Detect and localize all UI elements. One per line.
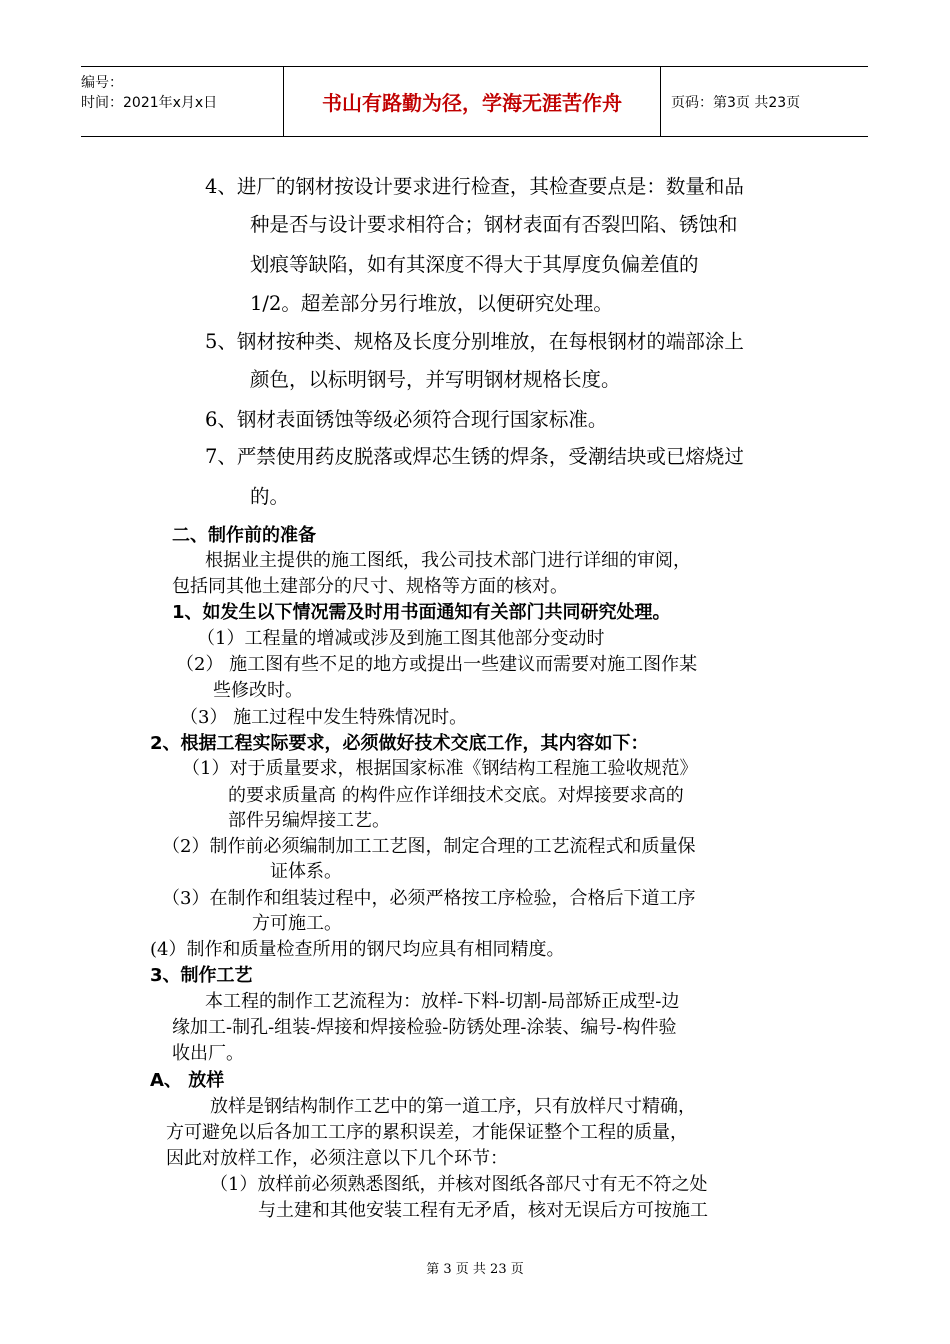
body-line: 1/2。超差部分另行堆放，以便研究处理。 [250,292,613,315]
section-heading: 二、制作前的准备 [172,525,316,546]
body-line: 部件另编焊接工艺。 [228,810,390,831]
body-line: （3）在制作和组装过程中，必须严格按工序检验，合格后下道工序 [162,888,696,909]
subsection-heading: 3、制作工艺 [150,965,253,986]
body-line: 证体系。 [270,861,342,882]
body-line: 根据业主提供的施工图纸，我公司技术部门进行详细的审阅， [205,550,691,571]
body-line: (4）制作和质量检查所用的钢尺均应具有相同精度。 [150,939,565,960]
body-line: 与土建和其他安装工程有无矛盾，核对无误后方可按施工 [258,1200,708,1221]
body-line: 5、钢材按种类、规格及长度分别堆放，在每根钢材的端部涂上 [205,330,744,353]
body-line: 7、严禁使用药皮脱落或焊芯生锈的焊条，受潮结块或已熔烧过 [205,445,744,468]
document-date-label: 时间：2021年x月x日 [81,95,218,111]
body-line: 收出厂。 [172,1043,244,1064]
body-line: （3） 施工过程中发生特殊情况时。 [180,707,468,728]
subsection-heading: 2、根据工程实际要求，必须做好技术交底工作，其内容如下： [150,733,649,754]
body-line: 方可避免以后各加工工序的累积误差，才能保证整个工程的质量， [166,1122,688,1143]
body-line: 本工程的制作工艺流程为：放样-下料-切割-局部矫正成型-边 [205,991,680,1012]
subsection-heading: 1、如发生以下情况需及时用书面通知有关部门共同研究处理。 [172,602,671,623]
body-line: （1）工程量的增减或涉及到施工图其他部分变动时 [197,628,605,649]
body-line: 颜色，以标明钢号，并写明钢材规格长度。 [250,368,621,391]
body-line: 的。 [250,485,290,508]
subsection-heading: A、 放样 [150,1070,225,1091]
body-line: 包括同其他土建部分的尺寸、规格等方面的核对。 [172,576,568,597]
body-line: 因此对放样工作，必须注意以下几个环节： [166,1148,508,1169]
header-motto: 书山有路勤为径，学海无涯苦作舟 [284,67,661,136]
document-number-label: 编号： [81,75,123,91]
body-line: （2） 施工图有些不足的地方或提出一些建议而需要对施工图作某 [176,654,698,675]
header-page-number: 页码：第3页 共23页 [671,94,801,111]
body-line: 方可施工。 [252,913,342,934]
body-line: （1）放样前必须熟悉图纸，并核对图纸各部尺寸有无不符之处 [210,1174,708,1195]
body-line: （1）对于质量要求，根据国家标准《钢结构工程施工验收规范》 [182,758,698,779]
page-header [81,66,868,137]
body-line: 4、进厂的钢材按设计要求进行检查，其检查要点是：数量和品 [205,175,744,198]
body-line: （2）制作前必须编制加工工艺图，制定合理的工艺流程式和质量保 [162,836,696,857]
body-line: 种是否与设计要求相符合；钢材表面有否裂凹陷、锈蚀和 [250,213,738,236]
body-line: 些修改时。 [213,680,303,701]
body-line: 放样是钢结构制作工艺中的第一道工序，只有放样尺寸精确， [210,1096,696,1117]
body-line: 划痕等缺陷，如有其深度不得大于其厚度负偏差值的 [250,253,699,276]
header-left-cell [81,67,284,136]
body-line: 的要求质量高 的构件应作详细技术交底。对焊接要求高的 [228,785,684,806]
body-line: 6、钢材表面锈蚀等级必须符合现行国家标准。 [205,408,608,431]
body-line: 缘加工-制孔-组装-焊接和焊接检验-防锈处理-涂装、编号-构件验 [172,1017,677,1038]
page-footer: 第 3 页 共 23 页 [426,1262,524,1277]
